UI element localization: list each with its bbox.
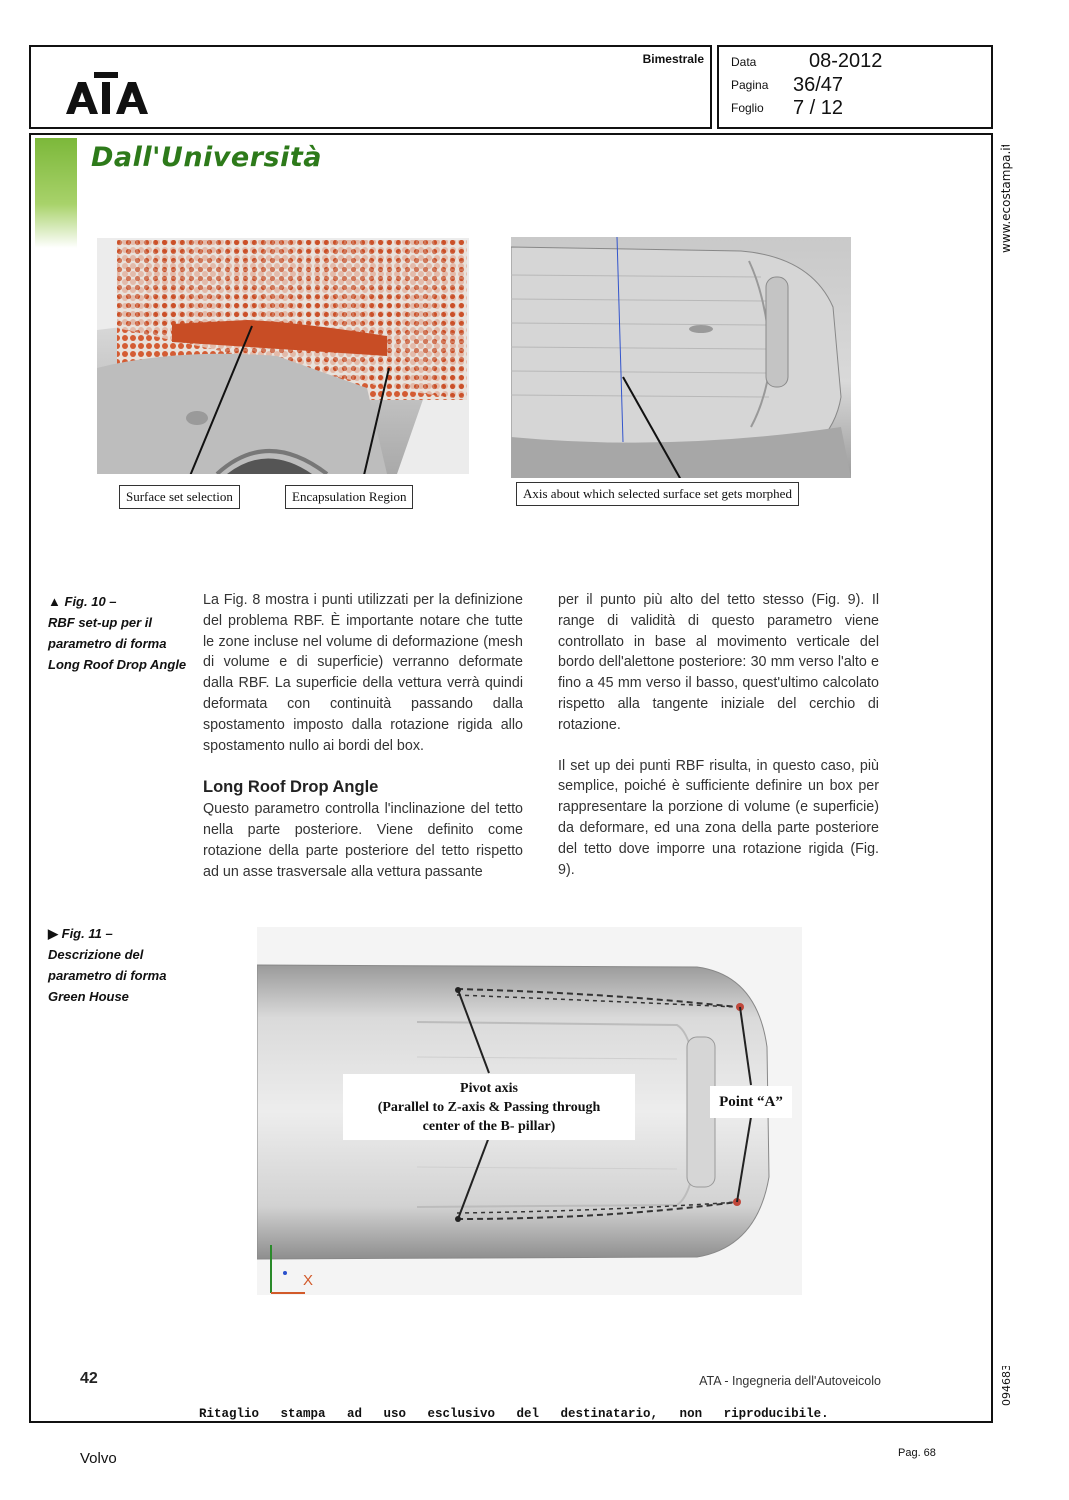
mesh-box-illustration: [97, 238, 469, 474]
body-paragraph: Questo parametro controlla l'inclinazione del tetto nella parte posteriore. Viene definito come rotazione della parte posteriore del tetto rispetto ad un asse trasversale alla vettura passante: [203, 801, 523, 880]
side-code-text: 094683: [1000, 1366, 1013, 1406]
fig11-caption: [48, 923, 188, 1007]
section-color-bar: [35, 138, 77, 248]
body-column-2: [558, 590, 879, 880]
body-paragraph: Il set up dei punti RBF risulta, in questo caso, più semplice, poiché è sufficiente definire un box per rappresentare la porzione di volume (e superficie) da deformare, ed una zona della parte posteriore del tetto dove imporre una rotazione rigida (Fig. 9).: [558, 757, 879, 878]
body-column-1: [203, 590, 523, 882]
fig10-right-image: [511, 237, 851, 478]
fig11-caption-label: Fig. 11 –: [61, 926, 113, 941]
point-a-label: Point “A”: [710, 1086, 792, 1118]
roof-axis-illustration: [511, 237, 851, 478]
callout-encapsulation-region: Encapsulation Region: [285, 485, 413, 509]
fig10-caption-label: Fig. 10 –: [64, 594, 117, 609]
pivot-axis-label: [343, 1074, 635, 1140]
client-name: Volvo: [80, 1450, 117, 1467]
clipping-notice: Ritaglio stampa ad uso esclusivo del destinatario, non riproducibile.: [199, 1407, 829, 1421]
periodicity-label: Bimestrale: [642, 52, 704, 66]
sheet-label: Foglio: [731, 101, 764, 115]
pivot-line-1: Pivot axis: [460, 1081, 518, 1096]
triangle-up-icon: ▲: [48, 594, 61, 609]
pivot-line-3: center of the B- pillar): [422, 1119, 556, 1134]
subheading: Long Roof Drop Angle: [203, 778, 379, 797]
fig10-caption-text: RBF set-up per il parametro di forma Long Roof Drop Angle: [48, 615, 187, 672]
fig10-caption: [48, 591, 188, 675]
body-paragraph: per il punto più alto del tetto stesso (Fig. 9). Il range di validità di questo parametro viene controllato in base al movimento verticale del bordo dell'alettone posteriore: 30 mm verso l'alto e fino a 45 mm verso il basso, quest'ultimo calcolato rispetto alla tangente iniziale del cerchio di rotazione.: [558, 592, 879, 733]
triangle-right-icon: ▶: [48, 926, 58, 941]
callout-surface-set-selection: Surface set selection: [119, 485, 240, 509]
page-value: 36/47: [793, 74, 844, 96]
page-number: 42: [80, 1370, 98, 1387]
page-label: Pagina: [731, 78, 769, 92]
fig10-left-image: [97, 238, 469, 474]
sheet-value: 7 / 12: [793, 97, 844, 119]
date-label: Data: [731, 55, 757, 69]
pivot-line-2: (Parallel to Z-axis & Passing through: [377, 1100, 601, 1115]
section-title: Dall'Università: [91, 142, 322, 173]
side-code: [996, 1366, 1016, 1408]
callout-axis: Axis about which selected surface set gets morphed: [516, 482, 799, 506]
journal-name: ATA - Ingegneria dell'Autoveicolo: [699, 1374, 881, 1388]
axis-x-label: X: [303, 1272, 314, 1289]
header-meta-box: [717, 45, 993, 129]
ata-logo: [64, 68, 154, 116]
fig11-caption-text: Descrizione del parametro di forma Green House: [48, 947, 167, 1004]
body-paragraph: La Fig. 8 mostra i punti utilizzati per la definizione del problema RBF. È importante notare che tutte le zone incluse nel volume di deformazione (mesh di volume e di superficie) verranno deformate dalla RBF. La superficie della vettura verrà quindi deformata con continuità passando dalla spostamento imposto dalla rotazione rigida allo spostamento nullo ai bordi del box.: [203, 592, 523, 754]
side-url: [996, 145, 1016, 255]
clipping-page: Pag. 68: [898, 1447, 936, 1459]
side-url-text: www.ecostampa.it: [999, 145, 1013, 253]
date-value: 08-2012: [809, 50, 883, 72]
